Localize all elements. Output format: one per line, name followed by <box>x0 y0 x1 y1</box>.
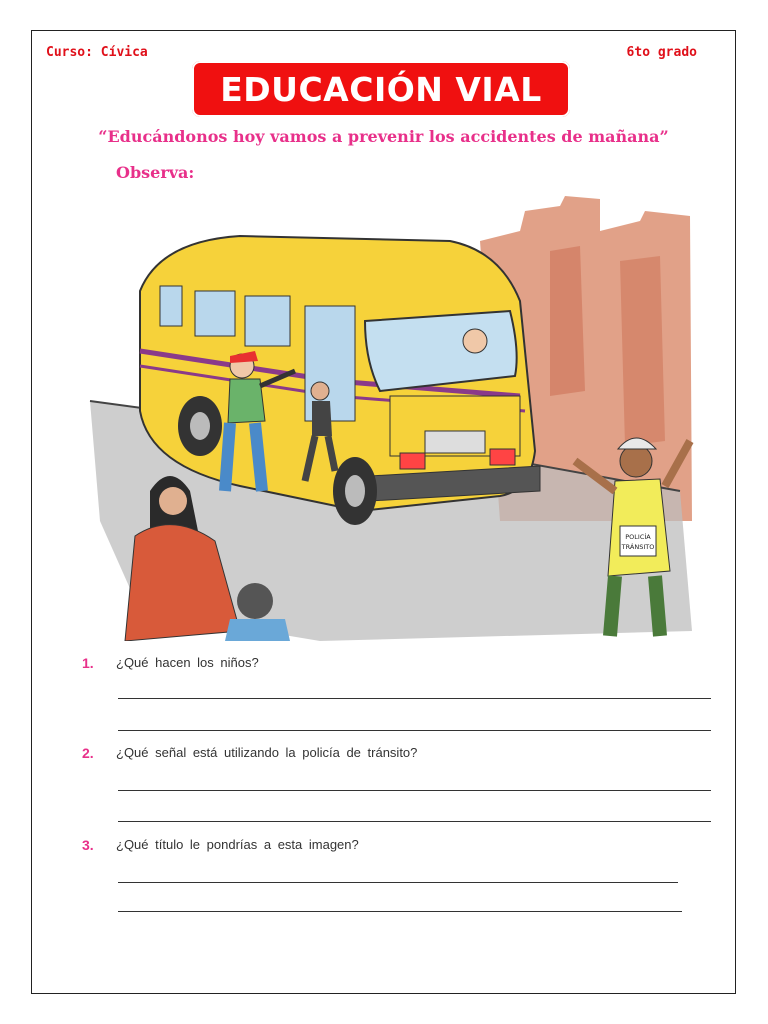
page-title: EDUCACIÓN VIAL <box>220 69 542 109</box>
answer-line[interactable] <box>118 730 711 731</box>
answer-line[interactable] <box>118 821 711 822</box>
motto: “Educándonos hoy vamos a prevenir los accidentes de mañana” <box>98 127 669 146</box>
svg-text:TRÁNSITO: TRÁNSITO <box>621 543 655 551</box>
grade-label: 6to grado <box>626 45 697 60</box>
title-banner <box>192 61 570 117</box>
question-number: 2. <box>82 745 94 761</box>
observe-label: Observa: <box>116 163 195 182</box>
question-text: ¿Qué título le pondrías a esta imagen? <box>116 837 359 852</box>
answer-line[interactable] <box>118 790 711 791</box>
answer-line[interactable] <box>118 698 711 699</box>
bus-stop-illustration <box>80 191 700 641</box>
police-vest-text: POLICÍA <box>625 533 651 541</box>
worksheet-page <box>31 30 736 994</box>
question-number: 3. <box>82 837 94 853</box>
question-number: 1. <box>82 655 94 671</box>
answer-line[interactable] <box>118 882 678 883</box>
answer-line[interactable] <box>118 911 682 912</box>
course-label: Curso: Cívica <box>46 45 148 60</box>
question-text: ¿Qué señal está utilizando la policía de tránsito? <box>116 745 418 760</box>
question-text: ¿Qué hacen los niños? <box>116 655 259 670</box>
